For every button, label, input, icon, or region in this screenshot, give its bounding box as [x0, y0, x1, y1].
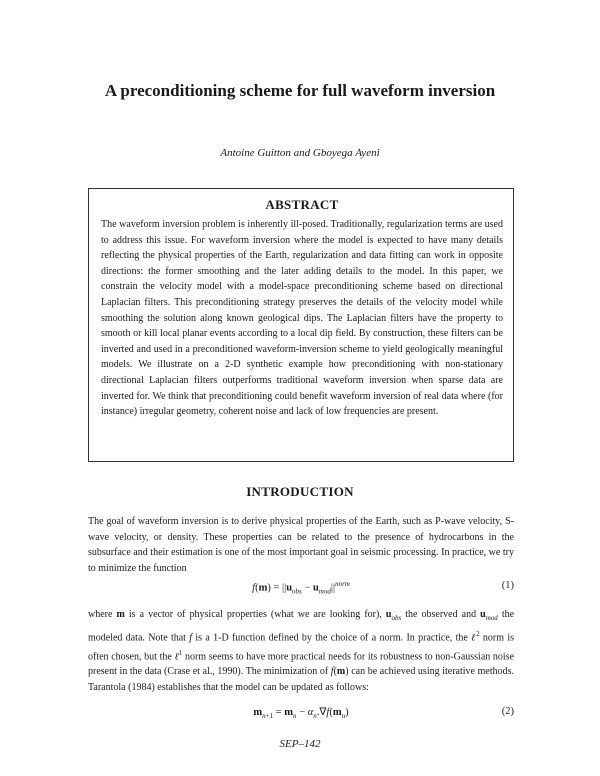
equation-1-formula: $f(m) = ||u_{obs} - u_{mod}||^{norm}$ [252, 580, 350, 596]
para2-text-8: can be achieved using iterative methods. Tarantola (1984) establishes that the model can be updated as follows: [88, 666, 514, 694]
page-footer: SEP–142 [279, 738, 321, 750]
abstract-box [88, 188, 514, 462]
l1-superscript: 1 [178, 648, 183, 657]
para2-text-1: where [88, 609, 113, 620]
para2-text-2: is a vector of physical properties (what we are looking for), [128, 609, 382, 620]
equation-1-number: (1) [501, 580, 514, 591]
abstract-text: The waveform inversion problem is inherently ill-posed. Traditionally, regularization terms are used to address this issue. For waveform inversion where the model is expected to have many details reflecting the physical properties of the Earth, regularization and data fitting can work in opposite directions: the former smoothing and the later adding details to the model. In this paper, we constrain the velocity model with a model-space preconditioning scheme based on directional Laplacian filters. This preconditioning strategy preserves the details of the velocity model while smoothing the solution along known geological dips. The Laplacian filters have the property to smooth or kill local planar events according to a local dip field. By construction, these filters can be inverted and used in a preconditioned waveform-inversion scheme to yield geologically meaningful models. We illustrate on a 2-D synthetic example how preconditioning with non-stationary directional Laplacian filters outperforms traditional waveform inversion when sparse data are inverted for. We think that preconditioning could benefit waveform inversion of real data where (for instance) irregular geometry, coherent noise and lack of low frequencies are present. [101, 219, 503, 418]
para2-text-3: the observed and [405, 609, 477, 620]
paper-authors: Antoine Guitton and Gboyega Ayeni [220, 147, 380, 159]
para2-text-5: is a 1-D function defined by the choice of a norm. In practice, the [195, 631, 468, 643]
mod-subscript: mod [485, 614, 498, 622]
para2-text-7: norm seems to have more practical needs for its robustness to non-Gaussian noise present in the data (Crase et al., 1990). The minimization of [88, 650, 515, 678]
intro-paragraph-2: where m is a vector of physical properties (what we are looking for), $u_{obs}$ the observed and $u_{mod}$ the modeled data. Note that f is a 1-D function defined by the choice of a norm. In practice, the ℓ$^2$ norm is often chosen, but the ℓ$^1$ norm seems to have more practical needs for its robustness to non-Gaussian noise present in the data (Crase et al., 1990). The minimization of f(m) can be achieved using iterative methods. Tarantola (1984) establishes that the model can be updated as follows: [88, 609, 515, 694]
obs-subscript: obs [391, 614, 402, 622]
introduction-heading: INTRODUCTION [246, 484, 354, 499]
equation-1 [88, 580, 514, 600]
para2-text-6: norm is often chosen, but the [88, 631, 514, 662]
symbol-u-obs: u [385, 609, 392, 620]
intro-paragraph-1: The goal of waveform inversion is to derive physical properties of the Earth, such as P-wave velocity, S-wave velocity, or density. These properties can be related to the presence of hydrocarbons in the subsurface and their estimation is one of the most important goal in seismic processing. In practice, we try to minimize the function [88, 516, 514, 574]
l2-superscript: 2 [476, 629, 480, 638]
abstract-heading: ABSTRACT [265, 197, 339, 212]
equation-2 [88, 706, 514, 726]
paper-title: A preconditioning scheme for full waveform inversion [104, 81, 496, 100]
equation-2-number: (2) [501, 706, 514, 717]
symbol-u-mod: u [480, 609, 486, 620]
equation-2-formula: $m_{n+1} = m_n - \alpha_n.\nabla f(m_n)$ [253, 707, 349, 721]
symbol-f: f [189, 631, 193, 643]
symbol-m: m [116, 609, 125, 620]
para2-text-4: the modeled data. Note that [88, 609, 515, 643]
